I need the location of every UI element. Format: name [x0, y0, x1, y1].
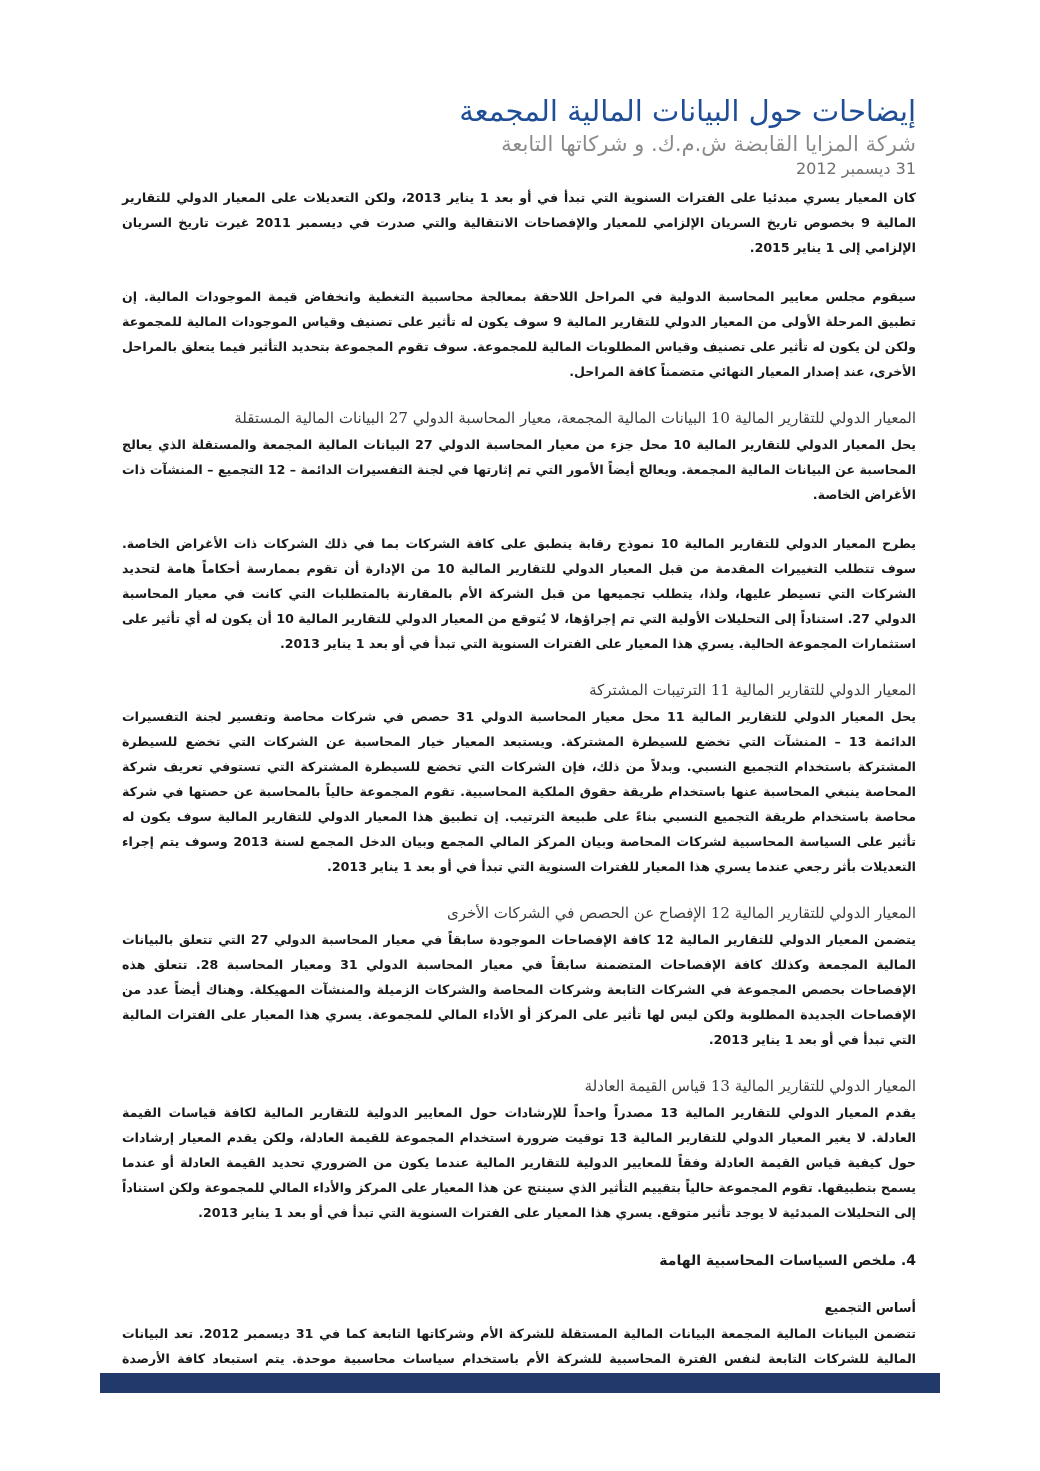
consolidation-basis-paragraph: تتضمن البيانات المالية المجمعة البيانات المالية المستقلة للشركة الأم وشركاتها التابعة كما في 31 ديسمبر 2012. تعد البيانات المالية للشركات التابعة لنفس الفترة المحاسبية للشركة الأم باستخدام سياسات محاسبية موحدة. يتم استبعاد كافة الأرصدة — [122, 1326, 916, 1366]
report-date: 31 ديسمبر 2012 — [795, 159, 916, 178]
policies-heading: 4. ملخص السياسات المحاسبية الهامة — [659, 1253, 916, 1269]
section-ifrs10-paragraph-2: يطرح المعيار الدولي للتقارير المالية 10 نموذج رقابة ينطبق على كافة الشركات بما في ذلك الشركات ذات الأغراض الخاصة. سوف تتطلب التغييرات المقدمة من قبل المعيار الدولي للتقارير المالية 10 من الإدارة أن تقوم بممارسة أحكاماً هامة لتحديد الشركات التي تسيطر عليها، ولذا، يتطلب تجميعها من قبل الشركة الأم بالمقارنة بالمتطلبات التي كانت في معيار المحاسبة الدولي 27. استناداً إلى التحليلات الأولية التي تم إجراؤها، لا يُتوقع من المعيار الدولي للتقارير المالية 10 أن يكون له أي تأثير على استثمارات المجموعة الحالية. يسري هذا المعيار على الفترات السنوية التي تبدأ في أو بعد 1 يناير 2013. — [122, 536, 916, 651]
footer-bar — [100, 1373, 940, 1393]
section-ifrs13-paragraph: يقدم المعيار الدولي للتقارير المالية 13 مصدراً واحداً للإرشادات حول المعايير الدولية للتقارير المالية لكافة قياسات القيمة العادلة. لا يغير المعيار الدولي للتقارير المالية 13 توقيت ضرورة استخدام المجموعة للقيمة العادلة، ولكن يقدم المعيار إرشادات حول كيفية قياس القيمة العادلة وفقاً للمعايير الدولية للتقارير المالية عندما يكون من الضروري تحديد القيمة العادلة أو عندما يسمح بتطبيقها. تقوم المجموعة حالياً بتقييم التأثير الذي سينتج عن هذا المعيار على المركز والأداء المالي للمجموعة ولكن استناداً إلى التحليلات المبدئية لا يوجد تأثير متوقع. يسري هذا المعيار على الفترات السنوية التي تبدأ في أو بعد 1 يناير 2013. — [122, 1105, 916, 1220]
section-heading-ifrs11: المعيار الدولي للتقارير المالية 11 الترتيبات المشتركة — [589, 681, 916, 699]
consolidation-basis-heading: أساس التجميع — [824, 1301, 916, 1316]
section-heading-ifrs12: المعيار الدولي للتقارير المالية 12 الإفصاح عن الحصص في الشركات الأخرى — [447, 904, 916, 922]
page-content — [122, 92, 916, 1396]
section-ifrs11-paragraph: يحل المعيار الدولي للتقارير المالية 11 محل معيار المحاسبة الدولي 31 حصص في شركات محاصة وتفسير لجنة التفسيرات الدائمة 13 – المنشآت التي تخضع للسيطرة المشتركة. ويستبعد المعيار خيار المحاسبة عن الشركات التي تخضع للسيطرة المشتركة باستخدام التجميع النسبي. وبدلاً من ذلك، فإن الشركات التي تخضع للسيطرة المشتركة التي تستوفي تعريف شركة المحاصة ينبغي المحاسبة عنها باستخدام طريقة حقوق الملكية المحاسبية. تقوم المجموعة حالياً بالمحاسبة عن حصتها في شركة محاصة باستخدام طريقة التجميع النسبي بناءً على طبيعة الترتيب. إن تطبيق هذا المعيار الدولي للتقارير المالية سوف يكون له تأثير على السياسة المحاسبية لشركات المحاصة وبيان المركز المالي المجمع وبيان الدخل المجمع لسنة 2013 وسوف يتم إجراء التعديلات بأثر رجعي عندما يسري هذا المعيار للفترات السنوية التي تبدأ في أو بعد 1 يناير 2013. — [122, 709, 917, 874]
intro-paragraph-1: كان المعيار يسري مبدئيا على الفترات السنوية التي تبدأ في أو بعد 1 يناير 2013، ولكن التعديلات على المعيار الدولي للتقارير المالية 9 بخصوص تاريخ السريان الإلزامي للمعيار والإفصاحات الانتقالية والتي صدرت في ديسمبر 2011 غيرت تاريخ السريان الإلزامي إلى 1 يناير 2015. — [122, 190, 917, 255]
intro-paragraph-2: سيقوم مجلس معايير المحاسبة الدولية في المراحل اللاحقة بمعالجة محاسبية التغطية وانخفاض قيمة الموجودات المالية. إن تطبيق المرحلة الأولى من المعيار الدولي للتقارير المالية 9 سوف يكون له تأثير على تصنيف وقياس الموجودات المالية للمجموعة ولكن لن يكون له تأثير على تصنيف وقياس المطلوبات المالية للمجموعة. سوف تقوم المجموعة بتحديد التأثير فيما يتعلق بالمراحل الأخرى، عند إصدار المعيار النهائي متضمناً كافة المراحل. — [122, 289, 917, 379]
company-name: شركة المزايا القابضة ش.م.ك. و شركاتها التابعة — [501, 132, 916, 156]
section-ifrs12-paragraph: يتضمن المعيار الدولي للتقارير المالية 12 كافة الإفصاحات الموجودة سابقاً في معيار المحاسبة الدولي 27 التي تتعلق بالبيانات المالية المجمعة وكذلك كافة الإفصاحات المتضمنة سابقاً في معيار المحاسبة الدولي 31 ومعيار المحاسبة 28. تتعلق هذه الإفصاحات بحصص المجموعة في الشركات التابعة وشركات المحاصة والشركات الزميلة والمنشآت المهيكلة. وهناك أيضاً عدد من الإفصاحات الجديدة المطلوبة ولكن ليس لها تأثير على المركز أو الأداء المالي للمجموعة. يسري هذا المعيار على الفترات المالية التي تبدأ في أو بعد 1 يناير 2013. — [122, 932, 917, 1047]
section-heading-ifrs13: المعيار الدولي للتقارير المالية 13 قياس القيمة العادلة — [584, 1077, 916, 1095]
page-title: إيضاحات حول البيانات المالية المجمعة — [459, 94, 916, 128]
section-heading-ifrs10: المعيار الدولي للتقارير المالية 10 البيانات المالية المجمعة، معيار المحاسبة الدولي 27 البيانات المالية المستقلة — [234, 409, 916, 427]
section-ifrs10-paragraph-1: يحل المعيار الدولي للتقارير المالية 10 محل جزء من معيار المحاسبة الدولي 27 البيانات المالية المجمعة والمستقلة الذي يعالج المحاسبة عن البيانات المالية المجمعة. ويعالج أيضاً الأمور التي تم إثارتها في لجنة التفسيرات الدائمة – 12 التجميع – المنشآت ذات الأغراض الخاصة. — [122, 437, 916, 502]
